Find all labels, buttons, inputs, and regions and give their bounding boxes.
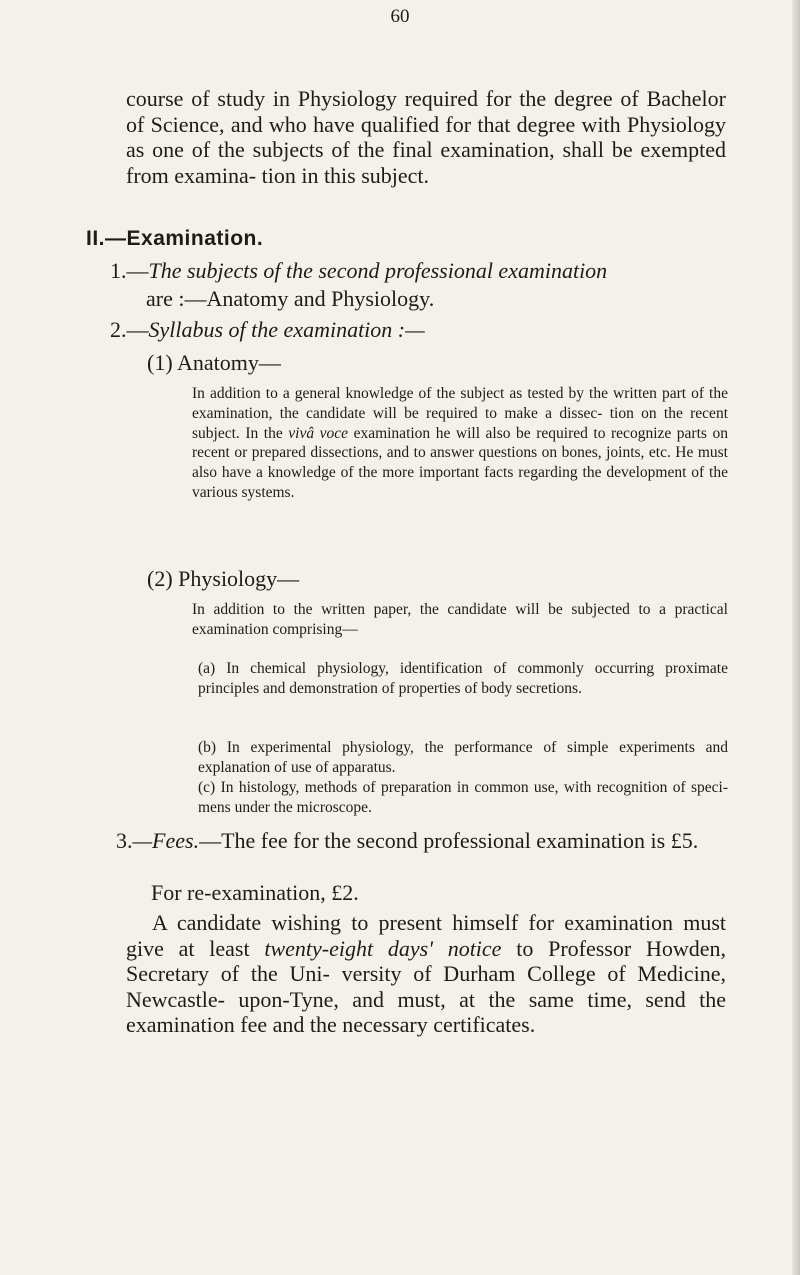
item-text: In histology, methods of preparation in common use, with recognition of speci- mens under the microscope. bbox=[198, 779, 728, 816]
fees-italic: —Fees. bbox=[132, 828, 200, 853]
item-text: In experimental physiology, the performance of simple experiments and explanation of use of apparatus. bbox=[198, 739, 729, 776]
section-heading: II.—Examination. bbox=[86, 227, 264, 250]
fees-number: 3. bbox=[116, 828, 133, 853]
final-text-b: to Professor Howden, Secretary of the Uni- versity of Durham College of Medicine, Newcastle- upon-Tyne, and must, at the same time, send the examination fee and the necessary certificates. bbox=[126, 935, 726, 1037]
item-number: 1.— bbox=[110, 258, 149, 283]
physiology-item-c bbox=[198, 778, 728, 818]
item-number: 2.— bbox=[110, 317, 149, 342]
final-italic-b: notice bbox=[447, 935, 502, 961]
final-paragraph bbox=[126, 910, 726, 1038]
anatomy-text bbox=[192, 384, 728, 503]
item-text: In chemical physiology, identification of commonly occurring proximate principles and demonstration of properties of body secretions. bbox=[198, 660, 728, 697]
page-number: 60 bbox=[390, 6, 410, 27]
physiology-item-b bbox=[198, 738, 728, 778]
fees-text: —The fee for the second professional examination is £5. bbox=[199, 828, 699, 853]
anatomy-text-a: In addition to a general knowledge of the subject as tested by the written part of the examination, the candidate will be required to make a dissec- tion on the recent subject. In the bbox=[192, 385, 728, 442]
physiology-item-a bbox=[198, 659, 728, 699]
item-subjects-italic: The subjects of the second professional examination bbox=[148, 258, 608, 283]
item-subjects-rest: are :—Anatomy and Physiology. bbox=[146, 286, 435, 311]
physiology-intro: In addition to the written paper, the candidate will be subjected to a practical examination comprising— bbox=[192, 601, 728, 638]
final-italic-a: twenty-eight days' bbox=[264, 935, 433, 961]
item-label: (c) bbox=[198, 779, 216, 796]
anatomy-text-b: examination he will also be required to recognize parts on recent or prepared dissections, and to answer questions on bones, joints, etc. He must also have a knowledge of the more important facts regarding the development of the various systems. bbox=[192, 424, 728, 501]
item-label: (a) bbox=[198, 660, 216, 677]
item-syllabus bbox=[110, 317, 730, 343]
item-label: (b) bbox=[198, 739, 217, 756]
physiology-heading: (2) Physiology— bbox=[147, 566, 300, 591]
anatomy-heading: (1) Anatomy— bbox=[147, 350, 281, 375]
intro-paragraph: course of study in Physiology required for the degree of Bachelor of Science, and who have qualified for that degree with Physiology as one of the subjects of the final examination, shall be exempted from examina- tion in this subject. bbox=[126, 86, 726, 188]
item-subjects bbox=[110, 257, 730, 313]
reexam-fee: For re-examination, £2. bbox=[151, 880, 359, 905]
final-text-a: A candidate wishing to present himself for examination must give at least bbox=[126, 910, 726, 961]
fees-item bbox=[116, 828, 736, 854]
item-syllabus-italic: Syllabus of the examination :— bbox=[148, 317, 425, 342]
anatomy-italic: vivâ voce bbox=[288, 424, 349, 442]
page-edge-shadow bbox=[792, 0, 800, 1275]
